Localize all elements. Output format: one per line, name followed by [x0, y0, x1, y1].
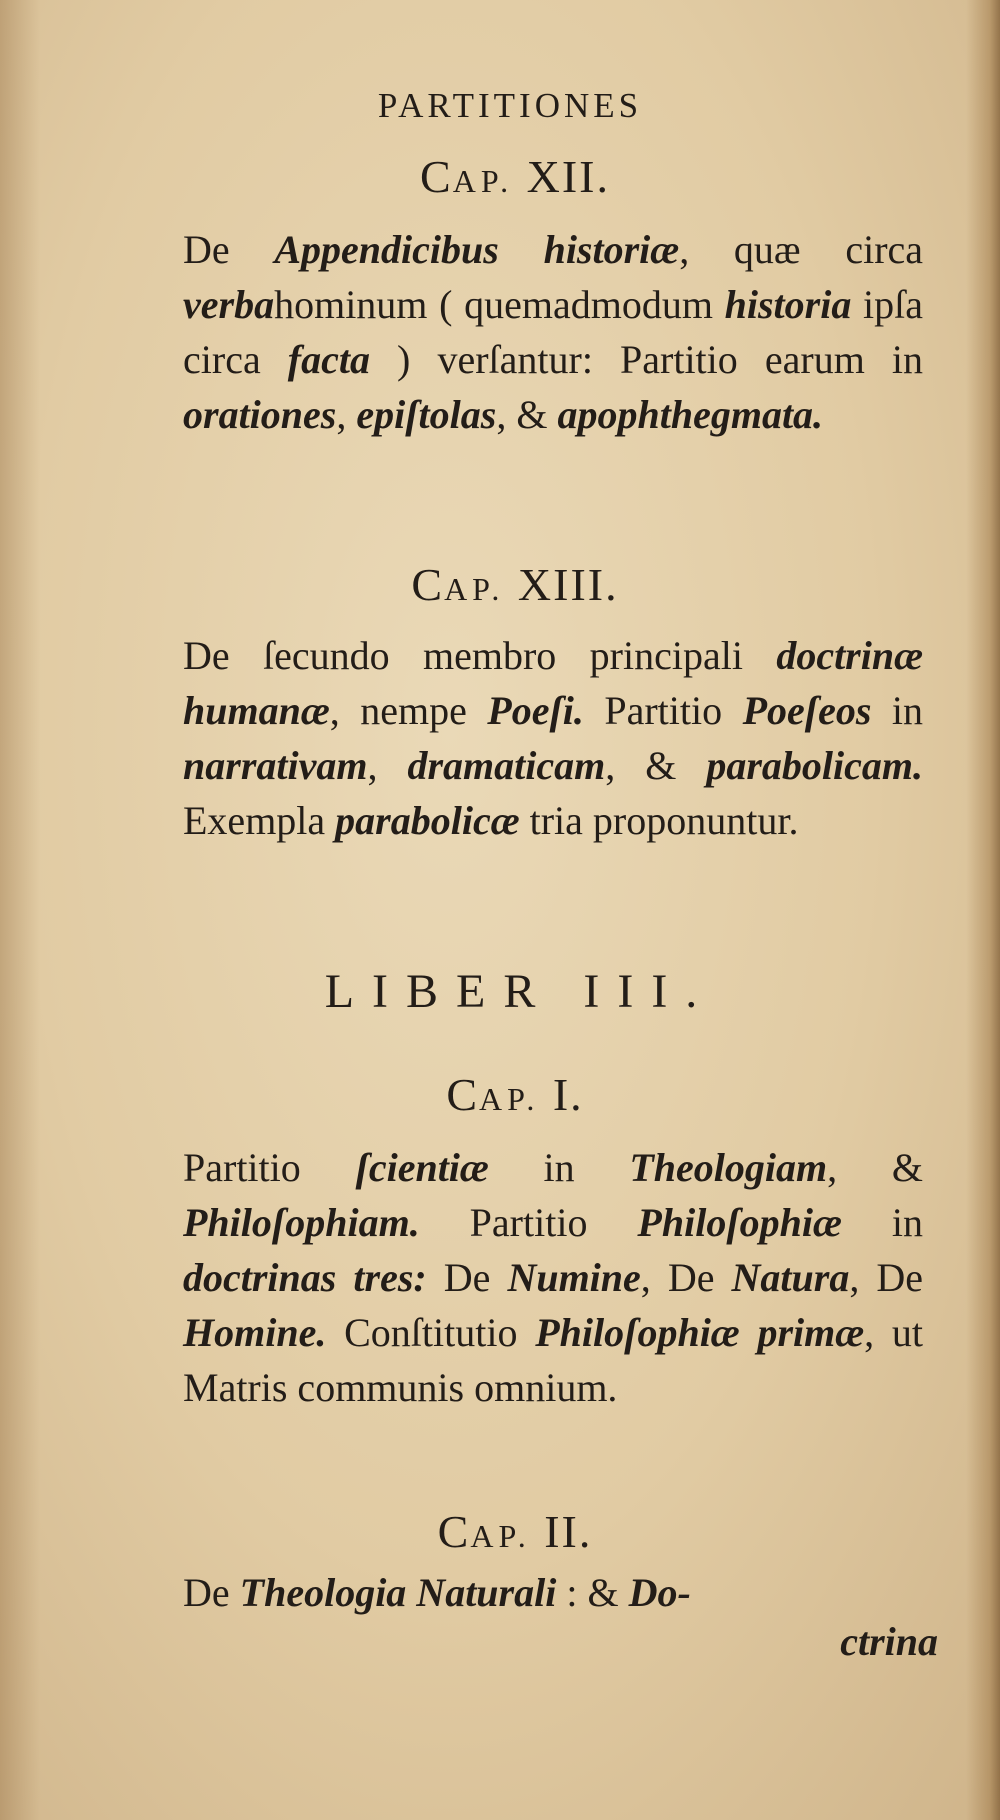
- chapter-heading-xiii: [0, 558, 1000, 611]
- text-run: ipſa circa: [183, 282, 923, 382]
- running-head: PARTITIONES: [377, 86, 643, 125]
- text-run: : &: [556, 1570, 629, 1615]
- italic-run: Poeſeos: [742, 688, 872, 733]
- italic-run: Natura: [731, 1255, 850, 1300]
- italic-run: doctrinas tres:: [183, 1255, 427, 1300]
- italic-run: facta: [287, 337, 370, 382]
- text-run: , &: [605, 743, 707, 788]
- text-run: Exempla: [183, 798, 336, 843]
- text-run: , De: [640, 1255, 732, 1300]
- chapter-summary-ii: [183, 1565, 923, 1620]
- text-run: tria proponuntur.: [519, 798, 799, 843]
- text-run: Partitio: [183, 1145, 356, 1190]
- text-run: , &: [496, 392, 558, 437]
- text-run: , &: [827, 1145, 923, 1190]
- italic-run: Poeſi.: [487, 688, 584, 733]
- book-heading: LIBER III.: [324, 965, 716, 1018]
- italic-run: Appendicibus historiæ: [274, 227, 680, 272]
- chapter-heading-numeral: XII.: [526, 151, 610, 202]
- text-run: De: [426, 1255, 508, 1300]
- italic-run: narrativam: [183, 743, 368, 788]
- italic-run: Philoſophiæ primæ: [535, 1310, 865, 1355]
- text-run: in: [841, 1200, 923, 1245]
- chapter-heading-small: AP.: [479, 1081, 540, 1117]
- text-run: , quæ circa: [679, 227, 924, 272]
- italic-run: Philoſophiam.: [183, 1200, 420, 1245]
- italic-run: Do-: [628, 1570, 691, 1615]
- text-run: Conſtitutio: [326, 1310, 536, 1355]
- text-run: Partitio: [419, 1200, 638, 1245]
- text-run: ,: [336, 392, 357, 437]
- italic-run: Philoſophiæ: [637, 1200, 842, 1245]
- chapter-heading-small: AP.: [444, 571, 505, 607]
- chapter-heading-numeral: I.: [552, 1069, 584, 1120]
- text-run: Partitio: [583, 688, 743, 733]
- italic-run: epiſtolas: [356, 392, 497, 437]
- chapter-heading-numeral: XIII.: [517, 559, 619, 610]
- italic-run: ſcientiæ: [355, 1145, 489, 1190]
- italic-run: Theologia Naturali: [239, 1570, 557, 1615]
- italic-run: historia: [724, 282, 852, 327]
- chapter-heading-initial: C: [420, 151, 453, 202]
- text-run: , De: [849, 1255, 924, 1300]
- text-run: ,: [367, 743, 408, 788]
- italic-run: Theologiam: [629, 1145, 828, 1190]
- chapter-heading-initial: C: [446, 1069, 479, 1120]
- chapter-heading-initial: C: [437, 1506, 471, 1557]
- italic-run: parabolicam.: [706, 743, 923, 788]
- text-run: De: [183, 1570, 240, 1615]
- italic-run: parabolicæ: [335, 798, 520, 843]
- chapter-heading-small: AP.: [452, 163, 514, 199]
- chapter-heading-numeral: II.: [544, 1506, 593, 1557]
- chapter-heading-ii: [0, 1505, 1000, 1558]
- text-run: De: [183, 227, 275, 272]
- italic-run: apophthegmata.: [557, 392, 824, 437]
- chapter-summary-xiii: [183, 628, 923, 848]
- chapter-summary-xii: [183, 222, 923, 442]
- text-run: in: [871, 688, 923, 733]
- chapter-heading-xii: [0, 150, 1000, 203]
- text-run: hominum ( quemadmodum: [274, 282, 725, 327]
- italic-run: verba: [183, 282, 275, 327]
- chapter-heading-initial: C: [411, 559, 445, 610]
- italic-run: Numine: [507, 1255, 641, 1300]
- chapter-summary-i: [183, 1140, 923, 1415]
- italic-run: dramaticam: [407, 743, 606, 788]
- text-run: , ut Matris communis omnium.: [183, 1310, 923, 1410]
- text-run: in: [488, 1145, 630, 1190]
- chapter-heading-small: AP.: [470, 1518, 531, 1554]
- chapter-heading-i: [0, 1068, 1000, 1121]
- text-run: , nempe: [329, 688, 488, 733]
- italic-run: doctrinæ humanæ: [183, 633, 923, 733]
- text-run: De ſecundo membro principali: [183, 633, 777, 678]
- text-run: ) verſantur: Partitio earum in: [369, 337, 923, 382]
- italic-run: Homine.: [183, 1310, 327, 1355]
- catchword: ctrina: [840, 1619, 938, 1664]
- italic-run: orationes: [183, 392, 337, 437]
